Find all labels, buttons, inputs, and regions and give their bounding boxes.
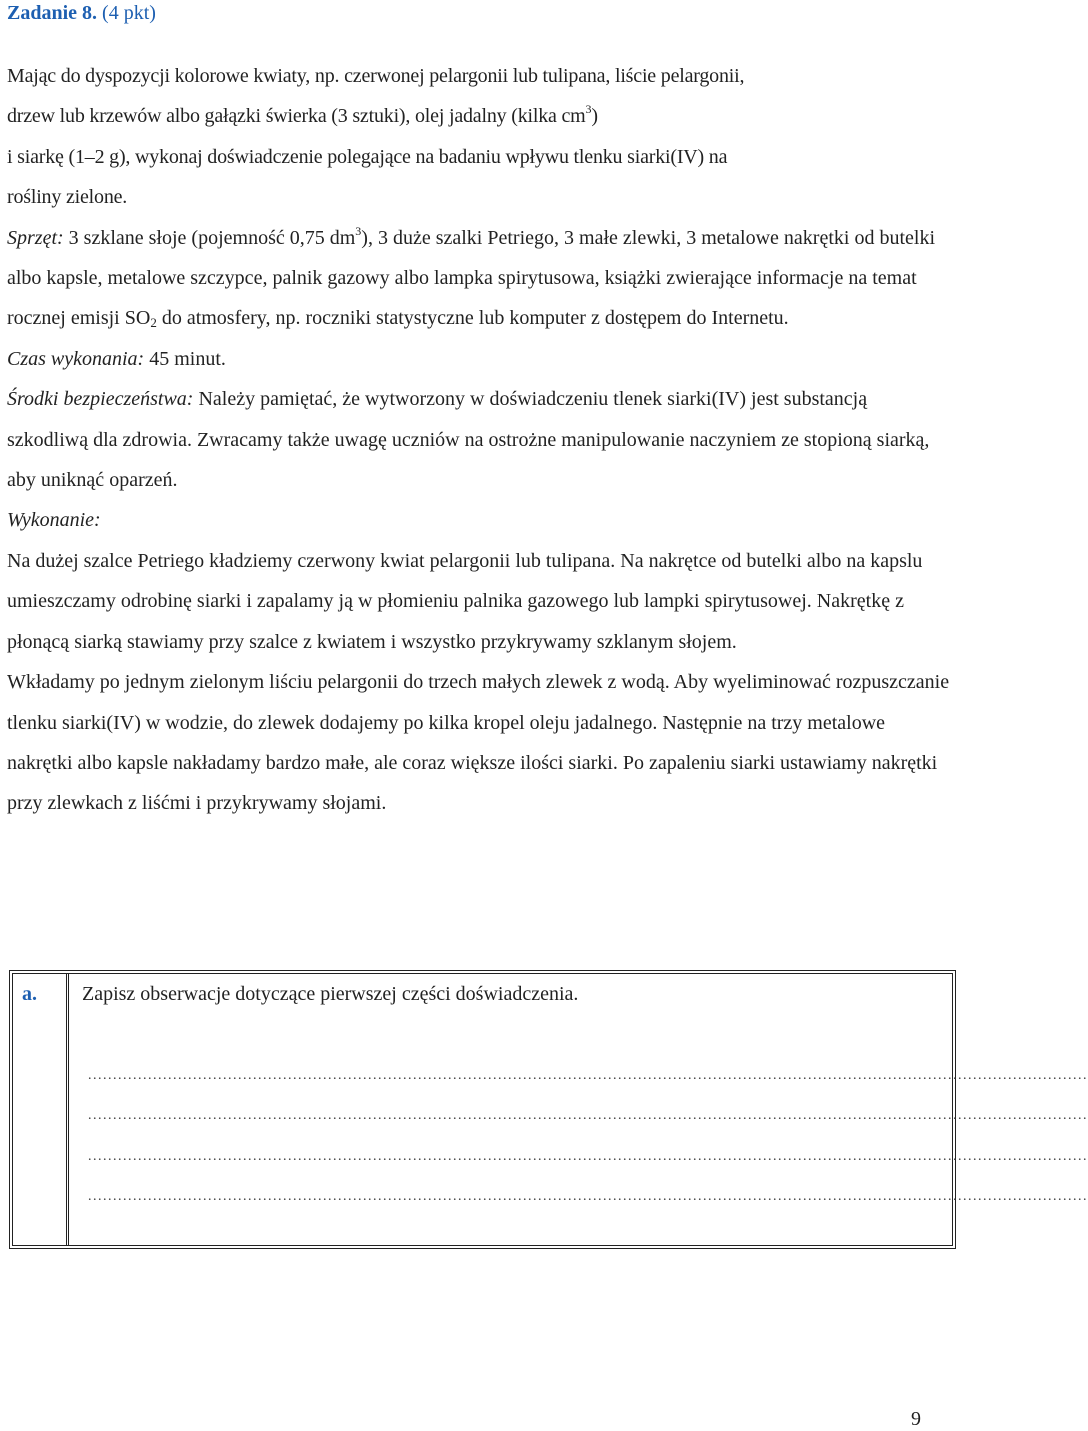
page-number: 9	[911, 1408, 921, 1430]
equipment-label: Sprzęt:	[7, 226, 64, 249]
answer-line-1[interactable]: ........................................................................................................................................................................................................	[88, 1068, 1088, 1083]
task-title	[7, 0, 156, 26]
column-divider	[66, 974, 69, 1245]
answer-line-4[interactable]: ........................................................................................................................................................................................................	[88, 1189, 1088, 1204]
task-points: (4 pkt)	[97, 2, 156, 24]
task-a-instruction: Zapisz obserwacje dotyczące pierwszej części doświadczenia.	[82, 983, 579, 1005]
equipment-superscript: 3	[355, 223, 362, 238]
intro-line-4: rośliny zielone.	[7, 186, 128, 209]
answer-line-3[interactable]: ........................................................................................................................................................................................................	[88, 1149, 1088, 1164]
procedure-label-paragraph	[7, 500, 952, 540]
procedure-label: Wykonanie:	[7, 509, 101, 532]
time-label: Czas wykonania:	[7, 347, 145, 370]
time-paragraph	[7, 339, 952, 379]
equipment-text-b: ), 3 duże szalki Petriego, 3 małe zlewki, 3 metalowe nakrętki od butelki albo kapsle, metalowe szczypce, palnik gazowy albo lampka spirytusowa, książki zwierające informacje na temat rocznej emisji SO	[7, 226, 936, 330]
safety-text: Należy pamiętać, że wytworzony w doświadczeniu tlenek siarki(IV) jest substancją szkodliwą dla zdrowia. Zwracamy także uwagę uczniów na ostrożne manipulowanie naczyniem ze stopioną siarką, aby uniknąć oparzeń.	[7, 388, 930, 492]
safety-label: Środki bezpieczeństwa:	[7, 388, 194, 411]
intro-line-2a: drzew lub krzewów albo gałązki świerka (3 sztuki), olej jadalny (kilka cm	[7, 105, 586, 128]
task-title-label: Zadanie 8.	[7, 2, 98, 24]
intro-line-3: i siarkę (1–2 g), wykonaj doświadczenie polegające na badaniu wpływu tlenku siarki(IV) na	[7, 145, 728, 168]
intro-line-2b: )	[591, 105, 598, 128]
task-a-letter: a.	[22, 983, 37, 1005]
procedure-paragraph-2: Wkładamy po jednym zielonym liściu pelargonii do trzech małych zlewek z wodą. Aby wyeliminować rozpuszczanie tlenku siarki(IV) w wodzie, do zlewek dodajemy po kilka kropel oleju jadalnego. Następnie na trzy metalowe nakrętki albo kapsle nakładamy bardzo małe, ale coraz większe ilości siarki. Po zapaleniu siarki ustawiamy nakrętki przy zlewkach z liśćmi i przykrywamy słojami.	[7, 671, 950, 815]
task-content	[7, 56, 952, 824]
answer-box	[9, 970, 1088, 1249]
safety-paragraph	[7, 379, 952, 500]
procedure-paragraph-1: Na dużej szalce Petriego kładziemy czerwony kwiat pelargonii lub tulipana. Na nakrętce od butelki albo na kapslu umieszczamy odrobinę siarki i zapalamy ją w płomieniu palnika gazowego lub lampki spirytusowej. Nakrętkę z płonącą siarką stawiamy przy szalce z kwiatem i wszystko przykrywamy szklanym słojem.	[7, 549, 923, 653]
answer-line-2[interactable]: ........................................................................................................................................................................................................	[88, 1108, 1088, 1123]
intro-paragraph	[7, 56, 952, 218]
time-text: 45 minut.	[144, 347, 226, 370]
superscript-3: 3	[585, 102, 592, 117]
equipment-text-c: do atmosfery, np. roczniki statystyczne lub komputer z dostępem do Internetu.	[156, 307, 789, 330]
equipment-paragraph	[7, 218, 952, 339]
equipment-text-a: 3 szklane słoje (pojemność 0,75 dm	[63, 226, 356, 249]
intro-line-1: Mając do dyspozycji kolorowe kwiaty, np. czerwonej pelargonii lub tulipana, liście pelargonii,	[7, 65, 745, 87]
so2-subscript: 2	[150, 315, 157, 331]
